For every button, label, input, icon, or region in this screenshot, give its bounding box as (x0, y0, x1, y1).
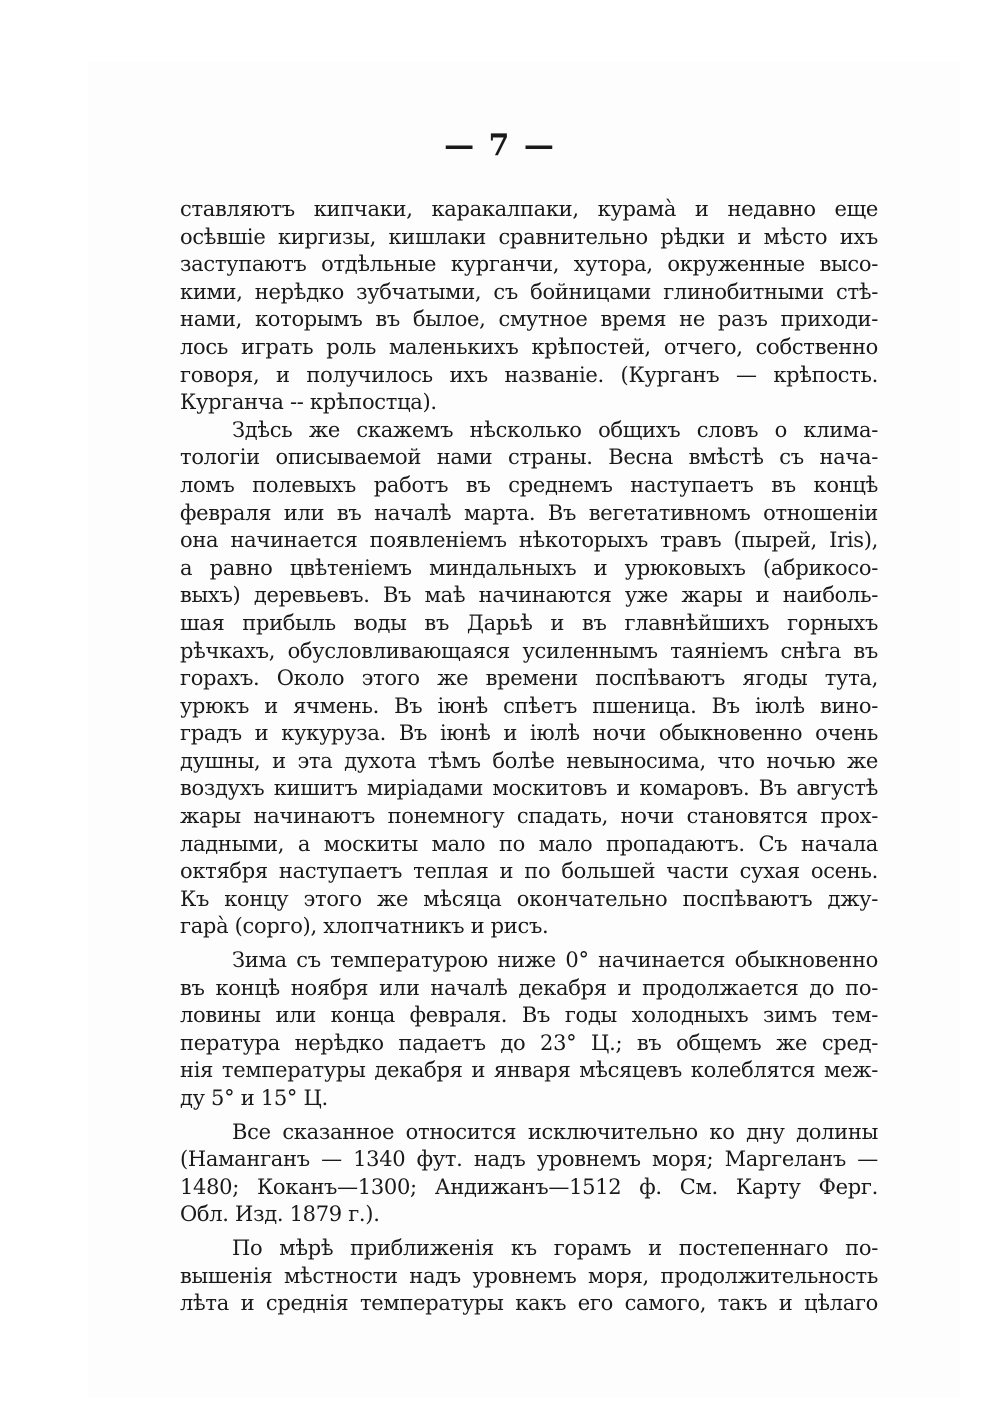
text-line: лѣта и среднія температуры какъ его самого, такъ и цѣлаго (180, 1291, 878, 1316)
text-line: она начинается появленіемъ нѣкоторыхъ травъ (пырей, Iris), (180, 528, 878, 553)
text-line: а равно цвѣтеніемъ миндальныхъ и урюковыхъ (абрикосо- (180, 555, 878, 580)
text-line: душны, и эта духота тѣмъ болѣе невыносима, что ночью же (180, 748, 878, 773)
text-line: ладными, а москиты мало по мало пропадаютъ. Съ начала (180, 831, 878, 856)
text-line: вышенія мѣстности надъ уровнемъ моря, продолжительность (180, 1263, 878, 1288)
text-line: урюкъ и ячмень. Въ іюнѣ спѣетъ пшеница. Въ іюлѣ вино- (180, 693, 878, 718)
text-line: градъ и кукуруза. Въ іюнѣ и іюлѣ ночи обыкновенно очень (180, 721, 878, 746)
text-line: ловины или конца февраля. Въ годы холодныхъ зимъ тем- (180, 1003, 878, 1028)
text-line: тологіи описываемой нами страны. Весна вмѣстѣ съ нача- (180, 445, 878, 470)
text-line: говоря, и получилось ихъ названіе. (Курганъ — крѣпость. (180, 362, 878, 387)
text-line: Обл. Изд. 1879 г.). (180, 1202, 380, 1227)
paragraph-start-line: Все сказанное относится исключительно ко дну долины (232, 1119, 878, 1144)
text-line: заступаютъ отдѣльные курганчи, хутора, окруженные высо- (180, 252, 878, 277)
text-line: лось играть роль маленькихъ крѣпостей, отчего, собственно (180, 334, 878, 359)
text-line: выхъ) деревьевъ. Въ маѣ начинаются уже жары и наиболь- (180, 583, 878, 608)
text-line: Курганча -- крѣпостца). (180, 390, 437, 415)
text-line: 1480; Коканъ—1300; Андижанъ—1512 ф. См. Карту Ферг. (180, 1174, 878, 1199)
text-line: воздухъ кишитъ миріадами москитовъ и комаровъ. Въ августѣ (180, 776, 878, 801)
text-line: гарà (сорго), хлопчатникъ и рисъ. (180, 914, 549, 939)
text-line: нія температуры декабря и января мѣсяцевъ колеблятся меж- (180, 1058, 878, 1083)
page-number: — 7 — (444, 128, 556, 163)
text-line: ставляютъ кипчаки, каракалпаки, курамà и недавно еще (180, 197, 878, 221)
text-line: въ концѣ ноября или началѣ декабря и продолжается до по- (180, 975, 878, 1000)
text-line: октября наступаетъ теплая и по большей части сухая осень. (180, 859, 878, 884)
paragraph-start-line: Здѣсь же скажемъ нѣсколько общихъ словъ о клима- (232, 417, 878, 442)
text-line: нами, которымъ въ былое, смутное время не разъ приходи- (180, 307, 878, 332)
paragraph-start-line: Зима съ температурою ниже 0° начинается обыкновенно (232, 948, 878, 973)
text-line: осѣвшіе киргизы, кишлаки сравнительно рѣдки и мѣсто ихъ (180, 224, 878, 249)
text-line: рѣчкахъ, обусловливающаяся усиленнымъ таяніемъ снѣга въ (180, 638, 878, 663)
text-line: (Наманганъ — 1340 фут. надъ уровнемъ моря; Маргеланъ — (180, 1147, 878, 1172)
text-line: жары начинаютъ понемногу спадать, ночи становятся прох- (180, 804, 878, 829)
text-line: ду 5° и 15° Ц. (180, 1086, 328, 1110)
text-line: ломъ полевыхъ работъ въ среднемъ наступаетъ въ концѣ (180, 472, 878, 497)
text-line: горахъ. Около этого же времени поспѣваютъ ягоды тута, (180, 666, 878, 691)
paragraph-start-line: По мѣрѣ приближенія къ горамъ и постепеннаго по- (232, 1235, 878, 1260)
text-line: февраля или въ началѣ марта. Въ вегетативномъ отношеніи (180, 500, 878, 525)
body-text (180, 196, 878, 1318)
text-line: шая прибыль воды въ Дарьѣ и въ главнѣйшихъ горныхъ (180, 610, 878, 635)
text-line: Къ концу этого же мѣсяца окончательно поспѣваютъ джу- (180, 886, 878, 911)
text-line: пература нерѣдко падаетъ до 23° Ц.; въ общемъ же сред- (180, 1030, 878, 1055)
text-line: кими, нерѣдко зубчатыми, съ бойницами глинобитными стѣ- (180, 279, 878, 304)
